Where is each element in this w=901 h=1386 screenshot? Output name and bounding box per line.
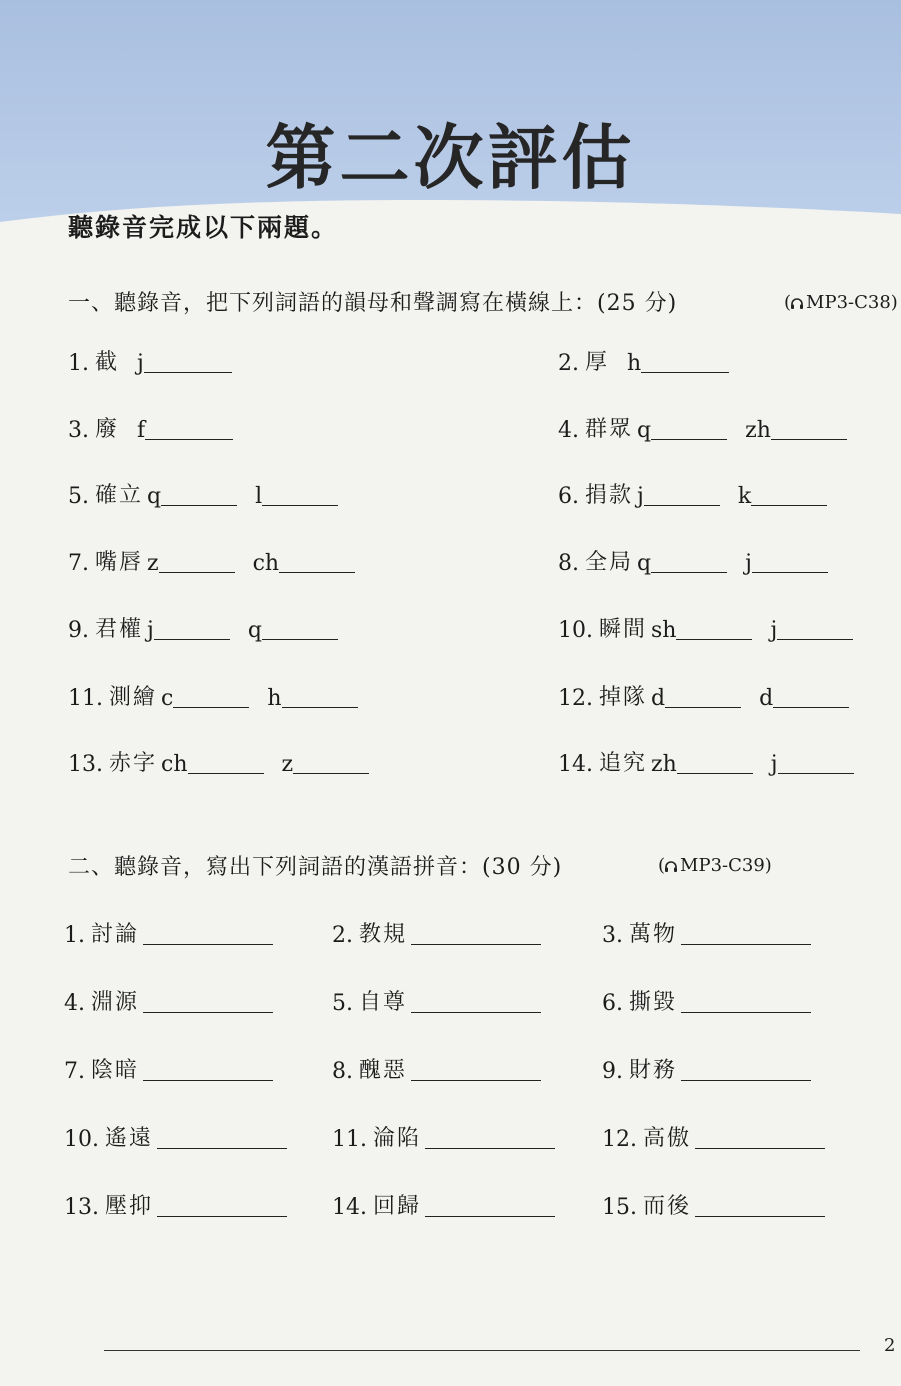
initial-letter: q [147, 484, 162, 509]
initial-letter: zh [745, 418, 771, 443]
answer-blank[interactable] [161, 504, 237, 506]
answer-blank[interactable] [644, 504, 720, 506]
item-number: 12. [558, 686, 593, 711]
answer-blank[interactable] [143, 943, 273, 945]
answer-blank[interactable] [681, 1079, 811, 1081]
item-number: 5. [68, 484, 89, 509]
answer-blank[interactable] [641, 371, 729, 373]
answer-blank[interactable] [651, 438, 727, 440]
section1-heading: 一、聽錄音，把下列詞語的韻母和聲調寫在橫線上：(25 分) [68, 291, 678, 316]
item-number: 8. [558, 551, 579, 576]
initial-letter: sh [651, 618, 677, 643]
initial-letter: c [161, 686, 174, 711]
initial-letter: q [637, 418, 652, 443]
initial-letter: d [759, 686, 774, 711]
item-number: 3. [68, 418, 89, 443]
answer-blank[interactable] [279, 571, 355, 573]
item-number: 5. [332, 991, 353, 1016]
item-number: 6. [602, 991, 623, 1016]
item-number: 13. [64, 1195, 99, 1220]
section1-item [68, 680, 358, 711]
initial-letter: f [137, 418, 146, 443]
section2-item [602, 1189, 825, 1220]
answer-blank[interactable] [143, 1079, 273, 1081]
section2-item [64, 1053, 273, 1084]
answer-blank[interactable] [676, 638, 752, 640]
answer-blank[interactable] [778, 772, 854, 774]
section2-item [64, 1121, 287, 1152]
item-number: 14. [558, 752, 593, 777]
section1-item [68, 412, 233, 443]
section2-item [64, 1189, 287, 1220]
answer-blank[interactable] [751, 504, 827, 506]
answer-blank[interactable] [681, 1011, 811, 1013]
initial-letter: ch [161, 752, 188, 777]
answer-blank[interactable] [681, 943, 811, 945]
item-number: 10. [558, 618, 593, 643]
mp3-code: MP3-C39) [680, 855, 772, 876]
answer-blank[interactable] [143, 1011, 273, 1013]
section1-item [558, 545, 828, 576]
item-number: 4. [558, 418, 579, 443]
initial-letter: q [247, 618, 262, 643]
item-word: 討論 [91, 922, 140, 947]
headphone-icon [791, 293, 803, 304]
section1-item [558, 746, 854, 777]
item-number: 8. [332, 1059, 353, 1084]
initial-letter: l [255, 484, 263, 509]
item-number: 1. [68, 351, 89, 376]
item-number: 9. [68, 618, 89, 643]
section2-item [332, 1121, 555, 1152]
item-number: 15. [602, 1195, 637, 1220]
section1-item [558, 412, 847, 443]
answer-blank[interactable] [677, 772, 753, 774]
item-word: 掉隊 [599, 685, 648, 710]
answer-blank[interactable] [262, 504, 338, 506]
section2-item [602, 1121, 825, 1152]
initial-letter: j [770, 752, 778, 777]
answer-blank[interactable] [651, 571, 727, 573]
item-word: 嘴唇 [95, 550, 144, 575]
section2-item [64, 917, 273, 948]
initial-letter: j [147, 618, 154, 643]
item-number: 13. [68, 752, 103, 777]
item-word: 全局 [585, 550, 634, 575]
answer-blank[interactable] [695, 1147, 825, 1149]
item-number: 7. [68, 551, 89, 576]
section2-item [332, 1189, 555, 1220]
answer-blank[interactable] [188, 772, 264, 774]
answer-blank[interactable] [157, 1215, 287, 1217]
answer-blank[interactable] [262, 638, 338, 640]
item-word: 測繪 [109, 685, 158, 710]
section1-item [68, 345, 232, 376]
item-number: 10. [64, 1127, 99, 1152]
item-word: 確立 [95, 483, 144, 508]
answer-blank[interactable] [157, 1147, 287, 1149]
item-number: 11. [68, 686, 103, 711]
mp3-code: MP3-C38) [806, 292, 898, 313]
item-word: 財務 [629, 1058, 678, 1083]
item-word: 群眾 [585, 417, 634, 442]
initial-letter: d [651, 686, 666, 711]
answer-blank[interactable] [777, 638, 853, 640]
item-number: 14. [332, 1195, 367, 1220]
section1-mp3-ref [784, 292, 898, 313]
item-number: 1. [64, 923, 85, 948]
item-word: 廢 [95, 417, 120, 442]
answer-blank[interactable] [282, 706, 358, 708]
initial-letter: k [737, 484, 752, 509]
item-number: 2. [332, 923, 353, 948]
mp3-open-paren: ( [784, 292, 792, 313]
section1-item [68, 545, 355, 576]
item-word: 而後 [643, 1194, 692, 1219]
initial-letter: h [627, 351, 642, 376]
section1-item [558, 345, 729, 376]
item-word: 醜惡 [359, 1058, 408, 1083]
answer-blank[interactable] [411, 1079, 541, 1081]
item-word: 遙遠 [105, 1126, 154, 1151]
section2-item [332, 917, 541, 948]
mp3-open-paren: ( [658, 855, 666, 876]
answer-blank[interactable] [411, 943, 541, 945]
section2-item [332, 1053, 541, 1084]
answer-blank[interactable] [145, 438, 233, 440]
initial-letter: j [745, 551, 752, 576]
item-word: 高傲 [643, 1126, 692, 1151]
item-word: 淪陷 [373, 1126, 422, 1151]
item-word: 追究 [599, 751, 648, 776]
answer-blank[interactable] [425, 1215, 555, 1217]
section2-item [602, 917, 811, 948]
item-word: 截 [95, 350, 120, 375]
item-number: 6. [558, 484, 579, 509]
section2-heading: 二、聽錄音，寫出下列詞語的漢語拼音：(30 分) [68, 855, 563, 880]
initial-letter: ch [252, 551, 280, 576]
item-word: 淵源 [91, 990, 140, 1015]
section1-item [68, 612, 338, 643]
page-title: 第二次評估 [265, 117, 636, 199]
initial-letter: q [637, 551, 652, 576]
section1-item [558, 612, 853, 643]
answer-blank[interactable] [173, 706, 249, 708]
item-word: 萬物 [629, 922, 678, 947]
item-word: 赤字 [109, 751, 158, 776]
section2-item [602, 985, 811, 1016]
answer-blank[interactable] [154, 638, 230, 640]
answer-blank[interactable] [411, 1011, 541, 1013]
item-number: 2. [558, 351, 579, 376]
answer-blank[interactable] [293, 772, 369, 774]
item-word: 君權 [95, 617, 144, 642]
answer-blank[interactable] [695, 1215, 825, 1217]
item-number: 3. [602, 923, 623, 948]
item-number: 12. [602, 1127, 637, 1152]
section1-item [558, 478, 827, 509]
section1-item [68, 746, 369, 777]
page-number: 2 [884, 1335, 896, 1356]
initial-letter: z [147, 551, 159, 576]
item-word: 瞬間 [599, 617, 648, 642]
item-number: 11. [332, 1127, 367, 1152]
item-word: 厚 [585, 350, 610, 375]
answer-blank[interactable] [665, 706, 741, 708]
initial-letter: h [267, 686, 282, 711]
section2-item [332, 985, 541, 1016]
item-number: 9. [602, 1059, 623, 1084]
initial-letter: j [770, 618, 778, 643]
item-word: 撕毀 [629, 990, 678, 1015]
footer-line [104, 1350, 860, 1351]
answer-blank[interactable] [159, 571, 235, 573]
initial-letter: j [637, 484, 644, 509]
initial-letter: j [137, 351, 144, 376]
headphone-icon [665, 856, 677, 867]
initial-letter: zh [651, 752, 677, 777]
answer-blank[interactable] [144, 371, 232, 373]
answer-blank[interactable] [425, 1147, 555, 1149]
section1-item [68, 478, 338, 509]
item-word: 回歸 [373, 1194, 422, 1219]
item-word: 自尊 [359, 990, 408, 1015]
section2-item [602, 1053, 811, 1084]
instruction: 聽錄音完成以下兩題。 [68, 213, 339, 242]
section2-item [64, 985, 273, 1016]
section1-item [558, 680, 849, 711]
item-word: 陰暗 [91, 1058, 140, 1083]
answer-blank[interactable] [773, 706, 849, 708]
item-word: 壓抑 [105, 1194, 154, 1219]
item-number: 4. [64, 991, 85, 1016]
item-word: 教規 [359, 922, 408, 947]
answer-blank[interactable] [752, 571, 828, 573]
section2-mp3-ref [658, 855, 772, 876]
initial-letter: z [281, 752, 294, 777]
item-word: 捐款 [585, 483, 634, 508]
item-number: 7. [64, 1059, 85, 1084]
answer-blank[interactable] [771, 438, 847, 440]
